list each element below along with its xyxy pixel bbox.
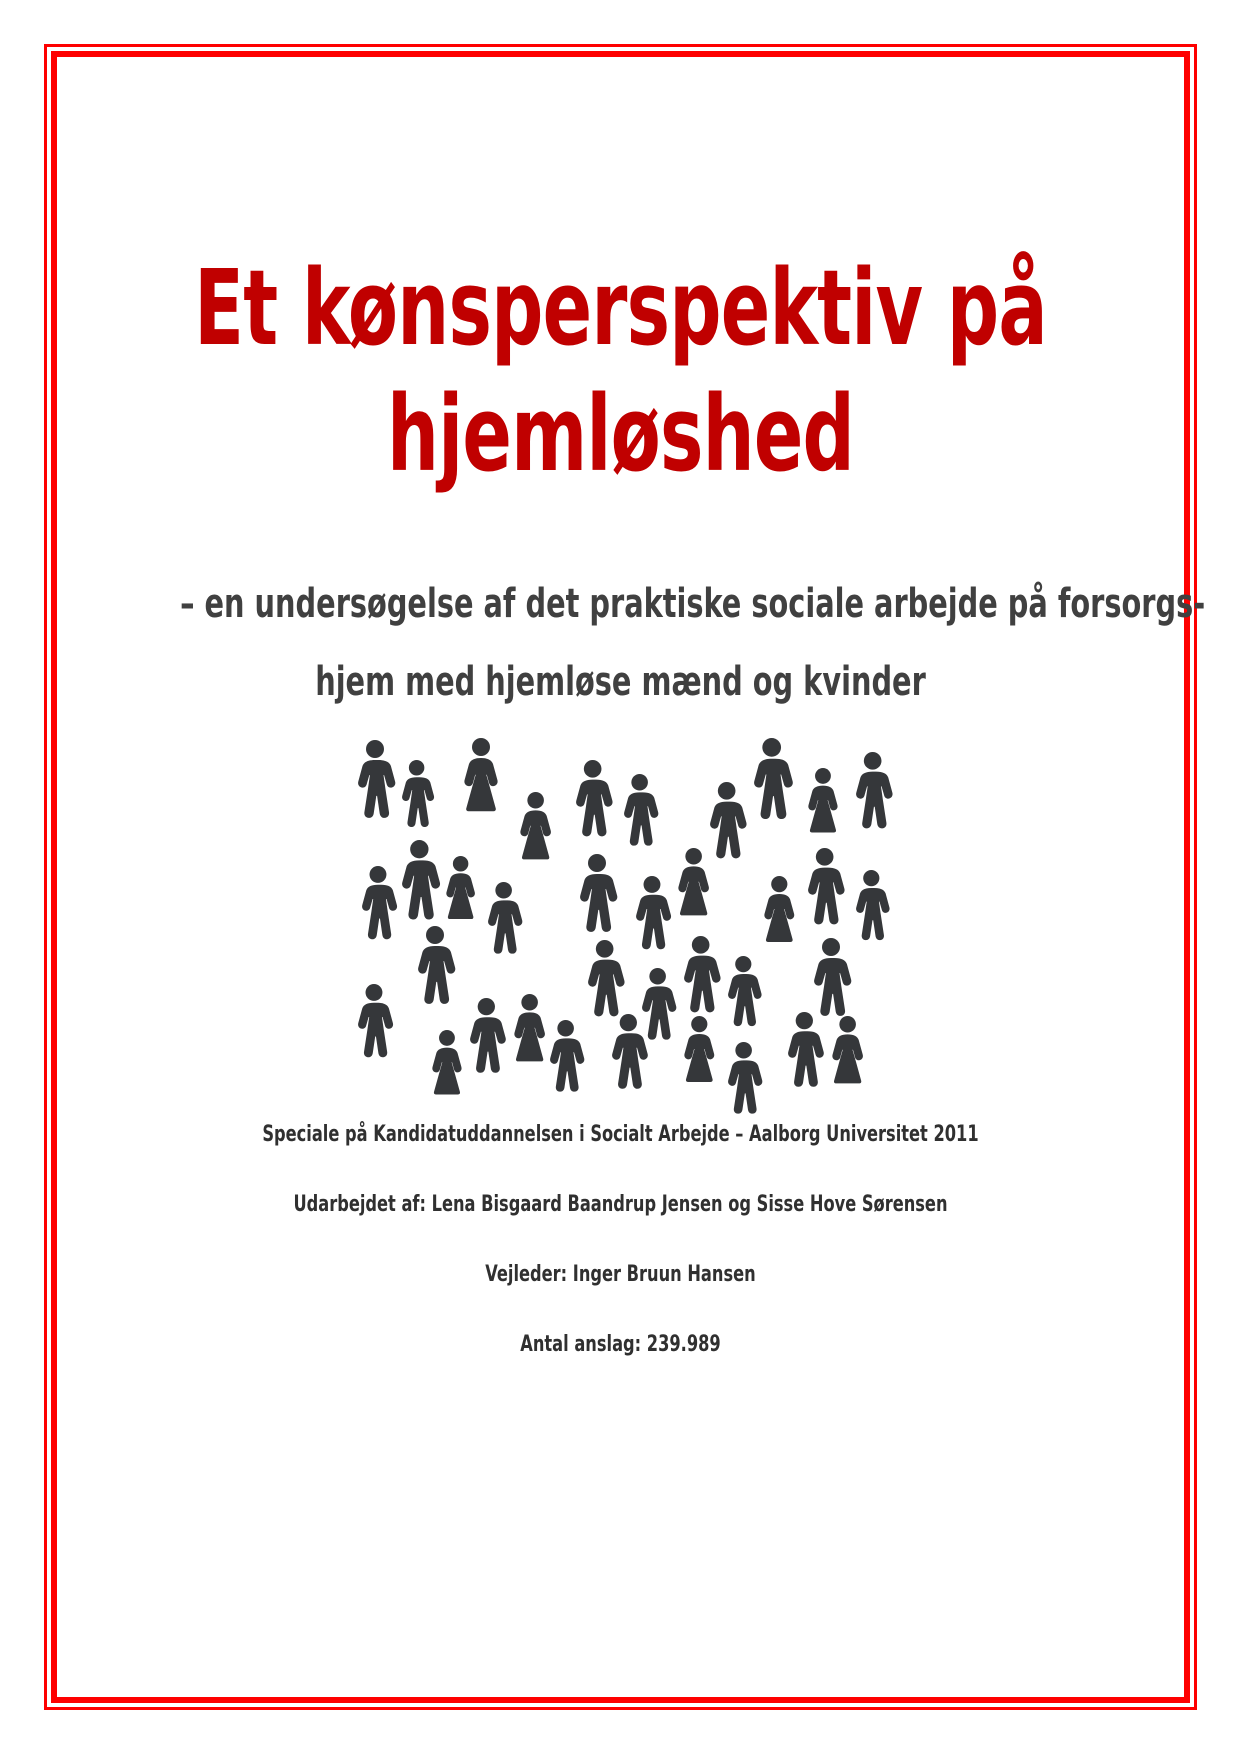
meta-character-count: Antal anslag: 239.989 xyxy=(520,1332,721,1357)
female-figure-icon xyxy=(832,1016,863,1083)
female-figure-icon xyxy=(464,738,497,811)
crowd-pictogram-icon xyxy=(336,730,906,1150)
male-figure-icon xyxy=(550,1020,584,1092)
female-figure-icon xyxy=(446,856,475,919)
female-figure-icon xyxy=(764,876,794,942)
male-figure-icon xyxy=(624,774,658,846)
female-figure-icon xyxy=(432,1030,461,1095)
male-figure-icon xyxy=(612,1014,648,1089)
meta-programme: Speciale på Kandidatuddannelsen i Socialt Arbejde – Aalborg Universitet 2011 xyxy=(262,1122,979,1147)
cover-content xyxy=(70,70,1206,1684)
page-subtitle xyxy=(70,565,1206,721)
male-figure-icon xyxy=(754,738,793,819)
male-figure-icon xyxy=(402,840,440,919)
male-figure-icon xyxy=(358,984,393,1057)
male-figure-icon xyxy=(576,760,612,836)
meta-supervisor: Vejleder: Inger Bruun Hansen xyxy=(485,1262,756,1287)
male-figure-icon xyxy=(856,752,892,828)
female-figure-icon xyxy=(684,1016,714,1082)
male-figure-icon xyxy=(362,866,397,939)
male-figure-icon xyxy=(814,938,851,1016)
male-figure-icon xyxy=(636,876,671,949)
male-figure-icon xyxy=(470,998,506,1073)
male-figure-icon xyxy=(358,740,395,818)
male-figure-icon xyxy=(808,848,844,924)
page-title xyxy=(70,245,1171,497)
male-figure-icon xyxy=(588,940,624,1016)
male-figure-icon xyxy=(788,1012,824,1087)
male-figure-icon xyxy=(728,956,761,1026)
female-figure-icon xyxy=(678,848,709,915)
crowd-illustration xyxy=(70,730,1171,1150)
male-figure-icon xyxy=(710,782,746,858)
title-line-1: Et kønsperspektiv på xyxy=(194,247,1047,369)
male-figure-icon xyxy=(684,936,720,1012)
female-figure-icon xyxy=(520,792,551,859)
subtitle-line-2: hjem med hjemløse mænd og kvinder xyxy=(315,659,926,705)
female-figure-icon xyxy=(514,994,545,1061)
male-figure-icon xyxy=(856,870,889,940)
cover-metadata xyxy=(70,1100,1171,1380)
male-figure-icon xyxy=(488,882,522,954)
male-figure-icon xyxy=(642,968,676,1040)
male-figure-icon xyxy=(402,760,434,827)
male-figure-icon xyxy=(580,854,617,932)
meta-authors: Udarbejdet af: Lena Bisgaard Baandrup Jensen og Sisse Hove Sørensen xyxy=(293,1192,948,1217)
male-figure-icon xyxy=(418,926,455,1004)
title-line-2: hjemløshed xyxy=(386,373,855,495)
female-figure-icon xyxy=(808,768,837,833)
subtitle-line-1: – en undersøgelse af det praktiske sociale arbejde på forsorgs- xyxy=(180,581,1206,627)
